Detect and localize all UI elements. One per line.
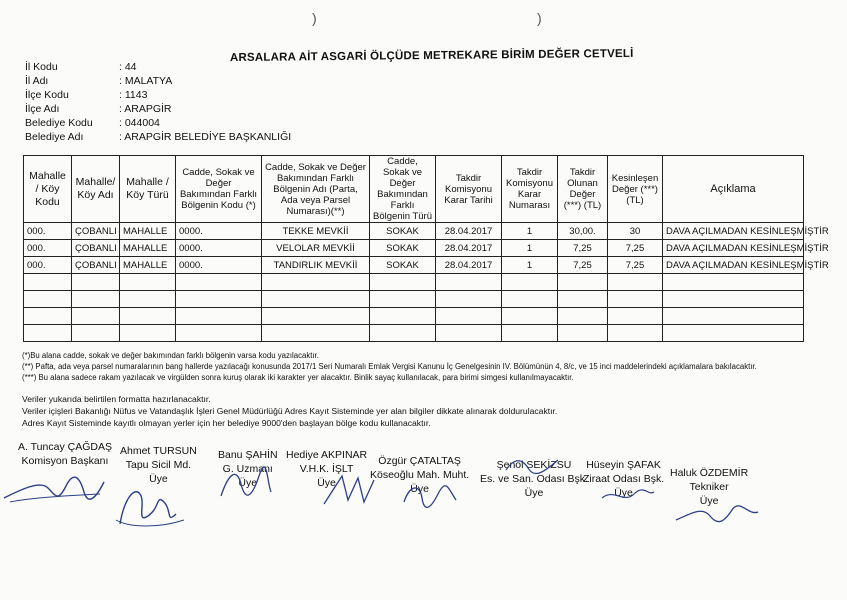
table-header-row (24, 156, 804, 223)
cell: 1 (502, 240, 558, 257)
signature-scribble (502, 452, 562, 478)
col-bolge-adi: Cadde, Sokak ve Değer Bakımından Farklı Bölgenin Adı (Parta, Ada veya Parsel Numarası)(**) (262, 156, 370, 223)
info-label: Belediye Kodu (25, 117, 93, 129)
page-title: ARSALARA AİT ASGARİ ÖLÇÜDE METREKARE BİRİM DEĞER CETVELİ (229, 47, 634, 65)
signer-name: Hediye AKPINAR (286, 449, 368, 461)
info-ilce-adi (25, 102, 291, 116)
col-karar-tarihi: Takdir Komisyonu Karar Tarihi (436, 156, 502, 223)
cell: ÇOBANLI (72, 223, 120, 240)
info-block (25, 60, 291, 144)
signer-role: Üye (699, 495, 719, 507)
signer-title: Ziraat Odası Bşk. (583, 473, 665, 485)
instruction-3: Adres Kayıt Sisteminde kayıtlı olmayan yerler için her belediye 9000'den başlayan bölge kodu kullanacaktır. (22, 418, 431, 428)
info-ilce-kodu (25, 88, 291, 102)
scan-mark-right: ) (537, 10, 542, 26)
cell: 7,25 (558, 257, 608, 274)
signer-name: Ahmet TURSUN (120, 445, 197, 457)
signer-name: Özgür ÇATALTAŞ (378, 455, 461, 467)
cell: TANDIRLIK MEVKİİ (262, 257, 370, 274)
cell: 28.04.2017 (436, 257, 502, 274)
table-row (24, 257, 804, 274)
cell: MAHALLE (120, 223, 176, 240)
signer-name: Haluk ÖZDEMİR (670, 467, 749, 479)
info-il-adi (25, 74, 291, 88)
signer-role: Üye (317, 477, 336, 489)
cell: SOKAK (370, 240, 436, 257)
info-value: : 044004 (119, 117, 160, 129)
signature-scribble (400, 478, 460, 514)
cell: TEKKE MEVKİİ (262, 223, 370, 240)
cell: 28.04.2017 (436, 240, 502, 257)
col-mahalle-adi: Mahalle/ Köy Adı (72, 156, 120, 223)
cell: VELOLAR MEVKİİ (262, 240, 370, 257)
table-row-empty (24, 291, 804, 308)
info-label: İlçe Kodu (25, 89, 69, 101)
col-aciklama: Açıklama (663, 156, 804, 223)
signer-name: Hüseyin ŞAFAK (586, 459, 661, 471)
signer-title: Köseoğlu Mah. Muht. (370, 469, 470, 481)
table-row (24, 223, 804, 240)
footnotes (22, 350, 812, 383)
cell: DAVA AÇILMADAN KESİNLEŞMİŞTİR (663, 240, 804, 257)
cell: 7,25 (608, 240, 663, 257)
info-value: : 44 (119, 61, 137, 73)
cell: 000. (24, 240, 72, 257)
signer-role: Üye (614, 487, 633, 499)
signature-scribble (672, 500, 762, 528)
signer-role: Üye (238, 477, 258, 489)
signer-name: A. Tuncay ÇAĞDAŞ (18, 441, 112, 453)
scan-mark-left: ) (312, 10, 317, 26)
signature-scribble (598, 484, 658, 508)
signer-role: Üye (524, 487, 544, 499)
instruction-2: Veriler içişleri Bakanlığı Nüfus ve Vatandaşlık İşleri Genel Müdürlüğü Adres Kayıt Sisteminde yer alan bilgiler dikkate alınarak doldurulacaktır. (22, 406, 558, 416)
signer-title: Tekniker (689, 481, 729, 493)
signature-scribble (110, 480, 190, 532)
instructions (22, 393, 557, 429)
col-mahalle-turu: Mahalle / Köy Türü (120, 156, 176, 223)
cell: ÇOBANLI (72, 240, 120, 257)
info-belediye-kodu (25, 116, 291, 130)
table-row-empty (24, 308, 804, 325)
footnote-1: (*)Bu alana cadde, sokak ve değer bakımından farklı bölgenin varsa kodu yazılacaktır. (22, 351, 319, 360)
info-label: İlçe Adı (25, 103, 60, 115)
cell: 28.04.2017 (436, 223, 502, 240)
signer-title: G. Uzmanı (222, 463, 273, 475)
signer-role: Üye (149, 473, 168, 485)
col-bolge-kodu: Cadde, Sokak ve Değer Bakımından Farklı Bölgenin Kodu (*) (176, 156, 262, 223)
info-belediye-adi (25, 130, 291, 144)
info-label: İl Kodu (25, 61, 58, 73)
cell: 0000. (176, 240, 262, 257)
instruction-1: Veriler yukarıda belirtilen formatta hazırlanacaktır. (22, 394, 211, 404)
info-value: : MALATYA (119, 75, 173, 87)
cell: MAHALLE (120, 257, 176, 274)
info-label: Belediye Adı (25, 131, 84, 143)
signer-title: Komisyon Başkanı (21, 455, 109, 467)
table-row (24, 240, 804, 257)
info-il-kodu (25, 60, 291, 74)
col-mahalle-kodu: Mahalle / Köy Kodu (24, 156, 72, 223)
col-karar-numarasi: Takdir Komisyonu Karar Numarası (502, 156, 558, 223)
signer-role: Üye (410, 483, 429, 495)
cell: SOKAK (370, 223, 436, 240)
info-value: : 1143 (119, 89, 148, 101)
cell: MAHALLE (120, 240, 176, 257)
col-kesinlesen-deger: Kesinleşen Değer (***) (TL) (608, 156, 663, 223)
cell: ÇOBANLI (72, 257, 120, 274)
signature-block-baskan (18, 440, 112, 468)
cell: DAVA AÇILMADAN KESİNLEŞMİŞTİR (663, 257, 804, 274)
table-row-empty (24, 325, 804, 342)
col-bolge-turu: Cadde, Sokak ve Değer Bakımından Farklı Bölgenin Türü (370, 156, 436, 223)
signer-title: V.H.K. İŞLT (299, 463, 354, 475)
cell: 30,00. (558, 223, 608, 240)
table-row-empty (24, 274, 804, 291)
info-label: İl Adı (25, 75, 49, 87)
signer-title: Es. ve San. Odası Bşk. (480, 473, 588, 485)
cell: 000. (24, 223, 72, 240)
cell: SOKAK (370, 257, 436, 274)
col-takdir-deger: Takdir Olunan Değer (***) (TL) (558, 156, 608, 223)
info-value: : ARAPGİR BELEDİYE BAŞKANLIĞI (119, 131, 292, 143)
cell: 1 (502, 257, 558, 274)
signature-scribble (215, 464, 275, 504)
cell: 30 (608, 223, 663, 240)
footnote-3: (***) Bu alana sadece rakam yazılacak ve virgülden sonra kuruş olarak iki karakter yer alacaktır. Binlik sayaç kullanılacak, para birimi simgesi kullanılmayacaktır. (22, 373, 574, 382)
signature-scribble (318, 470, 378, 510)
signer-title: Tapu Sicil Md. (125, 459, 192, 471)
signer-name: Şenol SEKİZSU (496, 459, 572, 471)
cell: 1 (502, 223, 558, 240)
cell: 0000. (176, 223, 262, 240)
signer-name: Banu ŞAHİN (218, 449, 278, 461)
value-table (23, 155, 829, 342)
cell: 0000. (176, 257, 262, 274)
info-value: : ARAPGİR (119, 103, 172, 115)
cell: 7,25 (558, 240, 608, 257)
cell: 7,25 (608, 257, 663, 274)
footnote-2: (**) Pafta, ada veya parsel numaralarının bang hallerde yazılacağı konusunda 2017/1 Seri Numaralı Emlak Vergisi Kanunu İç Genelgesinin IV. Bölümünün 4, 8/c, ve 15 inci maddelerindeki açıklamalara bakılacaktır. (22, 362, 757, 371)
cell: 000. (24, 257, 72, 274)
cell: DAVA AÇILMADAN KESİNLEŞMİŞTİR (663, 223, 804, 240)
signature-scribble (0, 468, 110, 508)
